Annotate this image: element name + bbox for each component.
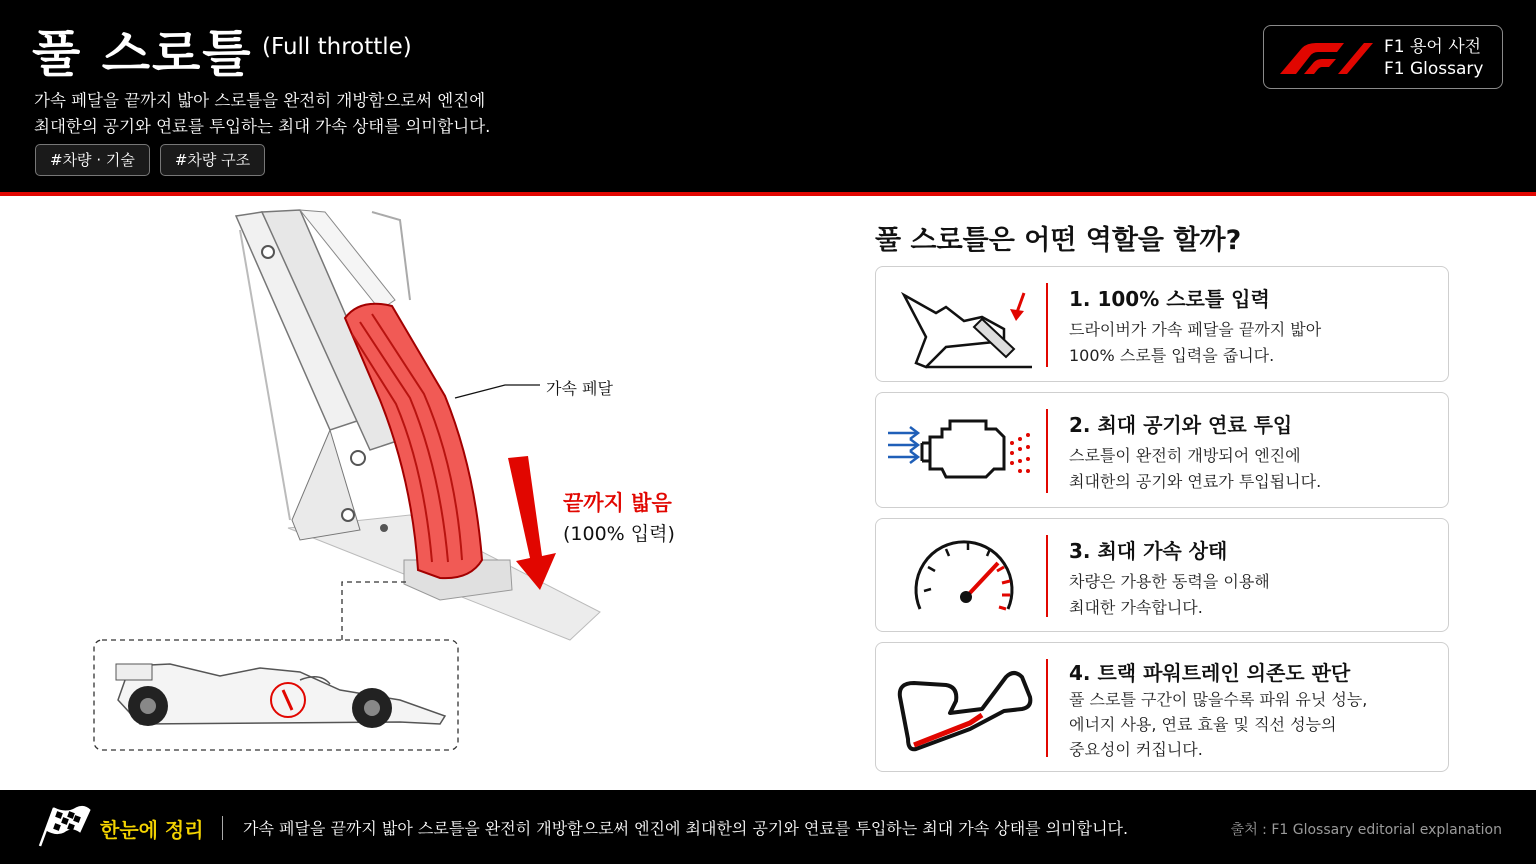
footer xyxy=(0,790,1536,864)
tag-vehicle-structure[interactable]: #차량 구조 xyxy=(160,144,265,176)
pedal-press-icon xyxy=(886,277,1036,373)
brand-line-korean: F1 용어 사전 xyxy=(1384,37,1482,57)
card-line: 드라이버가 가속 페달을 끝까지 밟아 xyxy=(1069,320,1322,339)
card-line: 최대한 가속합니다. xyxy=(1069,598,1203,617)
card-body xyxy=(1069,687,1367,762)
brand-text xyxy=(1384,36,1483,80)
card-divider xyxy=(1046,409,1048,493)
card-title: 3. 최대 가속 상태 xyxy=(1069,539,1228,563)
card-title: 2. 최대 공기와 연료 투입 xyxy=(1069,413,1293,437)
footer-separator xyxy=(222,816,223,840)
track-icon xyxy=(886,657,1036,761)
card-line: 에너지 사용, 연료 효율 및 직선 성능의 xyxy=(1069,715,1337,734)
role-card xyxy=(875,392,1449,508)
full-press-label: 끝까지 밟음 xyxy=(563,491,672,515)
card-divider xyxy=(1046,535,1048,617)
brand-line-english: F1 Glossary xyxy=(1384,59,1484,79)
card-line: 최대한의 공기와 연료가 투입됩니다. xyxy=(1069,472,1322,491)
card-line: 중요성이 커집니다. xyxy=(1069,740,1203,759)
tag-list xyxy=(35,144,265,176)
card-line: 스로틀이 완전히 개방되어 엔진에 xyxy=(1069,446,1301,465)
source-text: 출처 : F1 Glossary editorial explanation xyxy=(1230,822,1502,838)
summary-text: 가속 페달을 끝까지 밟아 스로틀을 완전히 개방함으로써 엔진에 최대한의 공기와 연료를 투입하는 최대 가속 상태를 의미합니다. xyxy=(243,819,1129,838)
section-question: 풀 스로틀은 어떤 역할을 할까? xyxy=(875,225,1242,256)
card-title: 1. 100% 스로틀 입력 xyxy=(1069,287,1270,311)
percent-input-label: (100% 입력) xyxy=(563,523,675,545)
pedal-label: 가속 페달 xyxy=(546,379,613,398)
card-body xyxy=(1069,317,1321,369)
gauge-icon xyxy=(886,529,1036,625)
engine-icon xyxy=(886,403,1036,499)
summary-label: 한눈에 정리 xyxy=(100,818,204,842)
card-body xyxy=(1069,443,1321,495)
f1-logo-icon xyxy=(1274,40,1374,76)
card-divider xyxy=(1046,659,1048,757)
card-line: 풀 스로틀 구간이 많을수록 파워 유닛 성능, xyxy=(1069,690,1368,709)
role-card xyxy=(875,266,1449,382)
brand-badge xyxy=(1263,25,1503,89)
page-title: 풀 스로틀 xyxy=(32,25,253,83)
page-title-english: (Full throttle) xyxy=(262,34,412,60)
card-title: 4. 트랙 파워트레인 의존도 판단 xyxy=(1069,661,1351,685)
page-description xyxy=(34,88,594,140)
role-card xyxy=(875,518,1449,632)
card-line: 100% 스로틀 입력을 줍니다. xyxy=(1069,346,1275,365)
header xyxy=(0,0,1536,192)
card-body xyxy=(1069,569,1270,621)
card-line: 차량은 가용한 동력을 이용해 xyxy=(1069,572,1270,591)
checkered-flag-icon xyxy=(36,804,92,848)
card-divider xyxy=(1046,283,1048,367)
tag-vehicle-tech[interactable]: #차량 · 기술 xyxy=(35,144,150,176)
role-card xyxy=(875,642,1449,772)
description-line: 최대한의 공기와 연료를 투입하는 최대 가속 상태를 의미합니다. xyxy=(34,117,491,136)
description-line: 가속 페달을 끝까지 밟아 스로틀을 완전히 개방함으로써 엔진에 xyxy=(34,91,486,110)
